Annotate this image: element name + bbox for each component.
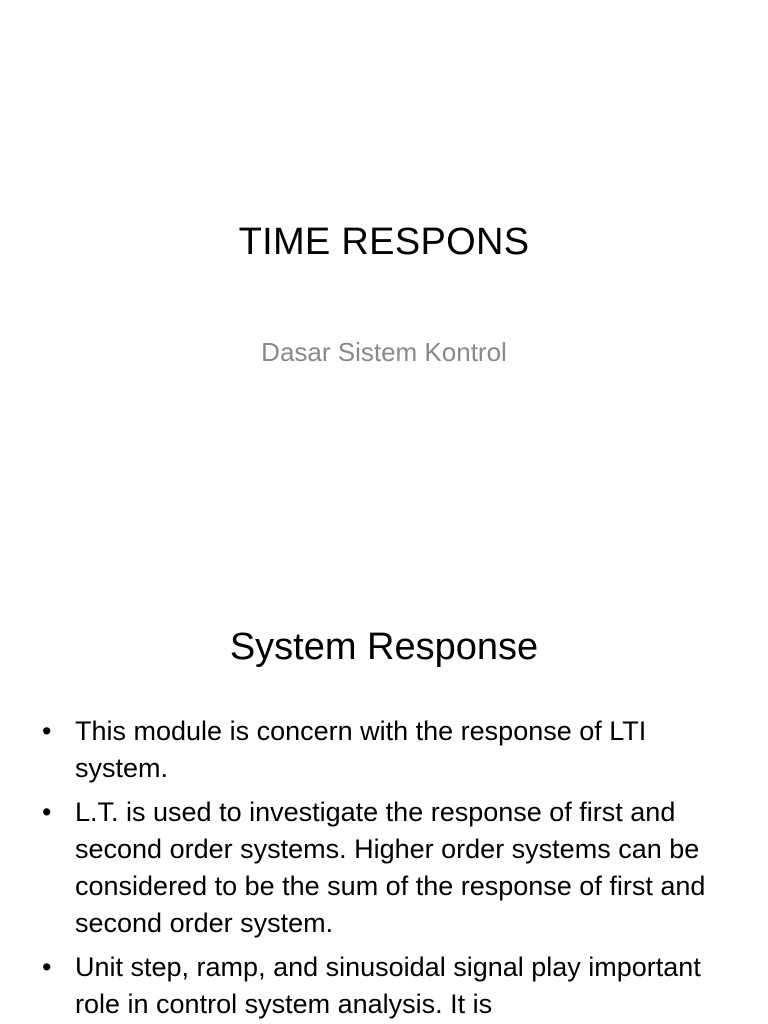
slide-system-response bbox=[0, 576, 768, 1024]
bullet-text: L.T. is used to investigate the response of first and second order systems. Higher order systems can be considered to be the sum of the response of first and second order system. bbox=[75, 797, 706, 938]
bullet-item bbox=[42, 794, 742, 942]
slide-heading: System Response bbox=[229, 626, 539, 668]
bullet-icon: • bbox=[42, 797, 52, 827]
bullet-list bbox=[42, 713, 742, 1024]
bullet-item bbox=[42, 713, 742, 787]
bullet-text: Unit step, ramp, and sinusoidal signal play important role in control system analysis. It is bbox=[75, 952, 701, 1019]
bullet-icon: • bbox=[42, 952, 52, 982]
bullet-icon: • bbox=[42, 716, 52, 746]
bullet-text: This module is concern with the response of LTI system. bbox=[75, 716, 647, 783]
slide-subtitle: Dasar Sistem Kontrol bbox=[261, 337, 507, 367]
slide-title-heading: TIME RESPONS bbox=[238, 221, 530, 263]
bullet-item bbox=[42, 949, 742, 1023]
